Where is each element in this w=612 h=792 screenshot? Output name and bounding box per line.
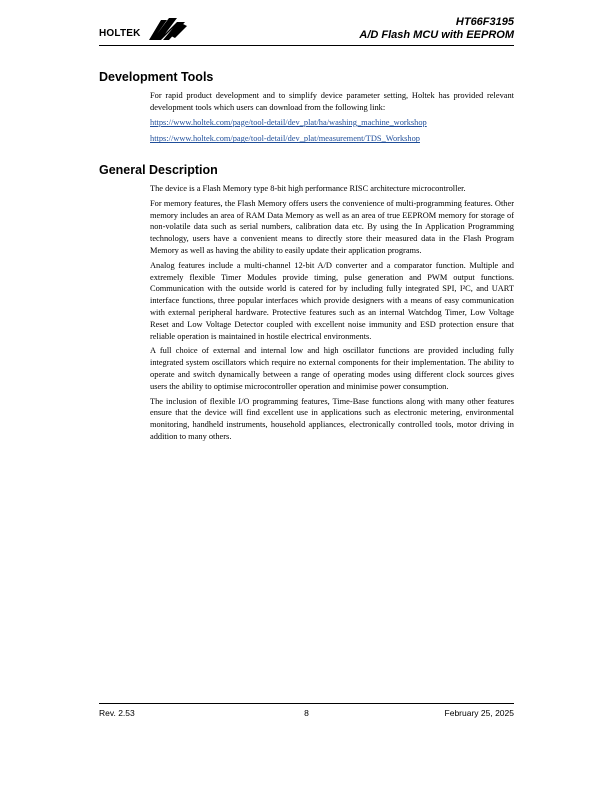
- part-number: HT66F3195: [455, 16, 514, 28]
- page-footer: [99, 708, 514, 720]
- paragraph: For memory features, the Flash Memory offers users the convenience of multi-programming features. Other memory includes an area of RAM Data Memory as well as an area of true EEPROM memory for storage of non-volatile data such as serial numbers, calibration data etc. By using the In Application Programming technology, users have a convenient means to directly store their measured data in the Flash Program Memory as well as having the ability to easily update their application programs.: [150, 198, 514, 255]
- paragraph: Analog features include a multi-channel 12-bit A/D converter and a comparator function. Multiple and extremely flexible Timer Modules provide timing, pulse generation and PWM output functions. Communication with the outside world is catered for by including fully integrated SPI, I²C, and UART interface functions, three popular interfaces which provide designers with a means of easy communication with external peripheral hardware. Protective features such as an internal Watchdog Timer, Low Voltage Reset and Low Voltage Detector coupled with excellent noise immunity and ESD protection ensure that reliable operation is maintained in hostile electrical environments.: [150, 260, 514, 341]
- footer-date: February 25, 2025: [444, 708, 514, 718]
- general-description-section: [150, 183, 514, 446]
- header-title-block: [359, 16, 514, 42]
- section-heading-general-description: General Description: [99, 163, 218, 177]
- development-tools-section: [150, 90, 514, 150]
- download-links: [150, 117, 514, 146]
- washing-machine-workshop-link[interactable]: https://www.holtek.com/page/tool-detail/dev_plat/ha/washing_machine_workshop: [150, 117, 427, 127]
- document-subtitle: A/D Flash MCU with EEPROM: [359, 29, 514, 41]
- revision: Rev. 2.53: [99, 708, 135, 718]
- holtek-logo-mark-icon: [147, 14, 189, 42]
- tds-workshop-link[interactable]: https://www.holtek.com/page/tool-detail/dev_plat/measurement/TDS_Workshop: [150, 134, 420, 144]
- paragraph: The inclusion of flexible I/O programming features, Time-Base functions along with many other features ensure that the device will find excellent use in applications such as electronic metering, environmental monitoring, handheld instruments, household appliances, electronically controlled tools, motor driving in addition to many others.: [150, 396, 514, 441]
- page-header: [99, 14, 514, 46]
- paragraph: The device is a Flash Memory type 8-bit high performance RISC architecture microcontroller.: [150, 184, 466, 193]
- paragraph: A full choice of external and internal low and high oscillator functions are provided including fully integrated system oscillators which require no external components for their implementation. The ability to operate and switch dynamically between a range of operating modes using different clock sources gives users the ability to optimise microcontroller operation and minimise power consumption.: [150, 346, 514, 391]
- development-tools-intro: For rapid product development and to simplify device parameter setting, Holtek has provided relevant development tools which users can download from the following link:: [150, 91, 514, 112]
- footer-divider: [99, 703, 514, 704]
- page-number: 8: [304, 708, 309, 718]
- logo-text: HOLTEK: [99, 28, 141, 39]
- section-heading-development-tools: Development Tools: [99, 70, 214, 84]
- header-divider: [99, 45, 514, 46]
- holtek-logo: [99, 14, 189, 44]
